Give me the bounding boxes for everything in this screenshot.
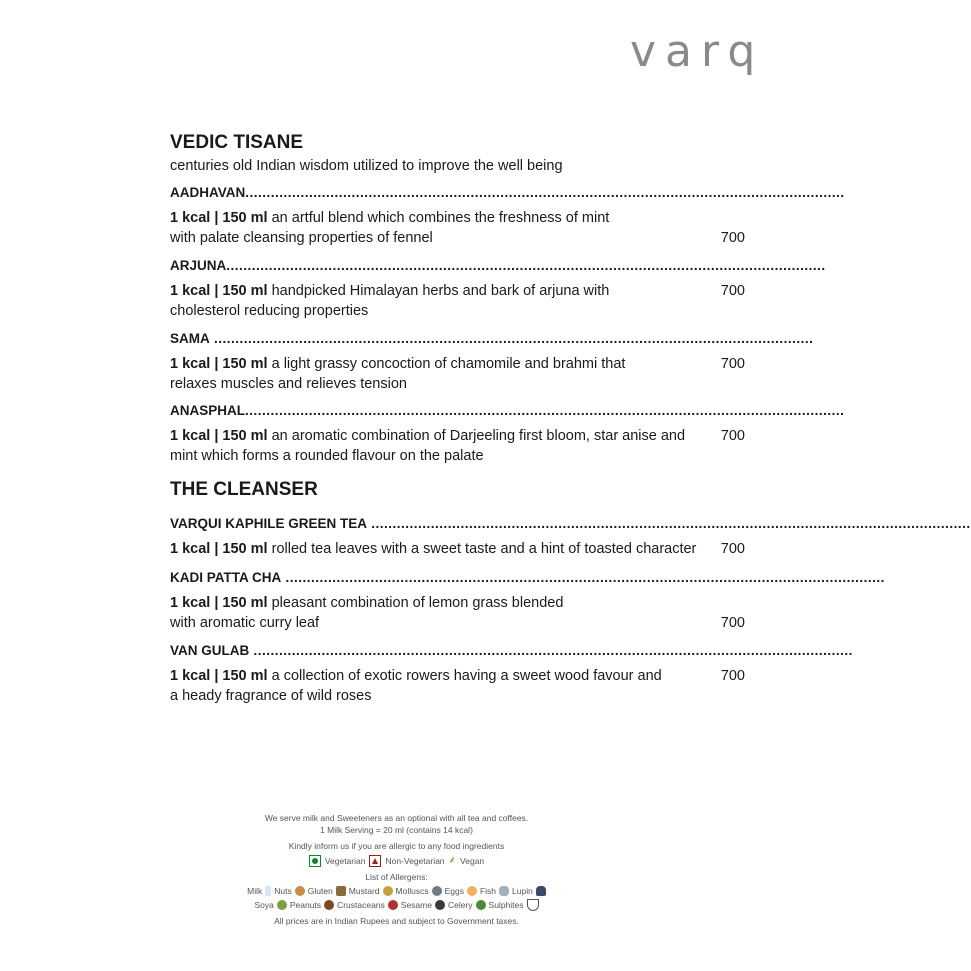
item-name: KADI PATTA CHA [170, 570, 282, 585]
item-name: SAMA [170, 331, 210, 346]
item-name: ARJUNA [170, 258, 227, 273]
allergen-label: Peanuts [289, 900, 322, 910]
item-price: 700 [720, 229, 745, 246]
item-description: handpicked Himalayan herbs and bark of arjuna with cholesterol reducing properties [170, 283, 610, 319]
allergen-label: Sesame [400, 900, 432, 910]
allergens-title: List of Allergens: [365, 872, 428, 882]
legend-nonveg-label: Non-Vegetarian [385, 856, 445, 866]
nuts-icon [295, 886, 305, 896]
vegetarian-icon [309, 855, 321, 867]
leader-dots: ............................................................................................................................................. [226, 258, 826, 273]
item-description: rolled tea leaves with a sweet taste and a hint of toasted character [271, 541, 697, 557]
lupin-icon [536, 886, 546, 896]
section-vedic-tisane [170, 132, 745, 175]
footer-allergy-note: Kindly inform us if you are allergic to any food ingredients [288, 841, 505, 851]
allergen-label: Lupin [512, 886, 533, 896]
leader-dots: ............................................................................................................................................. [249, 643, 853, 658]
eggs-icon [467, 886, 477, 896]
item-name: VAN GULAB [170, 643, 250, 658]
item-price: 700 [720, 541, 745, 557]
menu-item [170, 515, 971, 560]
allergen-label: Gluten [307, 886, 333, 896]
item-kcal: 1 kcal | 150 ml [170, 428, 268, 444]
menu-item [170, 330, 814, 394]
menu-item [170, 184, 845, 248]
item-kcal: 1 kcal | 150 ml [170, 541, 268, 557]
crustaceans-icon [388, 900, 398, 910]
allergen-label: Eggs [444, 886, 464, 896]
allergen-label: Fish [479, 886, 497, 896]
item-price: 700 [720, 614, 745, 631]
allergen-label: Celery [447, 900, 473, 910]
item-description: an artful blend which combines the freshness of mint with palate cleansing properties of fennel [170, 210, 610, 246]
milk-icon [265, 886, 271, 896]
menu-item [170, 569, 885, 633]
item-name: VARQUI KAPHILE GREEN TEA [170, 516, 368, 531]
sulphites-icon [527, 899, 539, 911]
item-kcal: 1 kcal | 150 ml [170, 210, 268, 226]
brand-logo: varq [630, 26, 765, 77]
footer-prices-note: All prices are in Indian Rupees and subject to Government taxes. [274, 916, 519, 926]
menu-item [170, 642, 853, 706]
legend-vegan-label: Vegan [460, 856, 485, 866]
footer-milk-note: We serve milk and Sweeteners as an optional with all tea and coffees. [264, 813, 529, 823]
allergen-label: Crustaceans [337, 900, 385, 910]
item-description: a collection of exotic rowers having a sweet wood favour and a heady fragrance of wild roses [170, 668, 662, 704]
celery-icon [476, 900, 486, 910]
footer-notes [0, 812, 793, 927]
allergen-label: Molluscs [395, 886, 429, 896]
leader-dots: ............................................................................................................................................. [367, 516, 971, 531]
allergen-label: Soya [254, 900, 274, 910]
item-kcal: 1 kcal | 150 ml [170, 356, 268, 372]
section-title: VEDIC TISANE [170, 132, 304, 153]
item-description: a light grassy concoction of chamomile and brahmi that relaxes muscles and relieves tension [170, 356, 626, 392]
allergen-row-1 [0, 885, 793, 897]
section-the-cleanser [170, 479, 745, 501]
allergen-label: Nuts [274, 886, 292, 896]
menu-item [170, 402, 845, 466]
fish-icon [499, 886, 509, 896]
item-price: 700 [720, 283, 745, 299]
sesame-icon [435, 900, 445, 910]
item-kcal: 1 kcal | 150 ml [170, 283, 268, 299]
item-price: 700 [720, 356, 745, 372]
peanuts-icon [324, 900, 334, 910]
item-description: an aromatic combination of Darjeeling first bloom, star anise and mint which forms a rounded flavour on the palate [170, 428, 686, 464]
allergen-label: Mustard [348, 886, 380, 896]
leader-dots: ............................................................................................................................................. [245, 403, 845, 418]
item-name: AADHAVAN [170, 185, 246, 200]
footer-milk-serving: 1 Milk Serving = 20 ml (contains 14 kcal) [320, 825, 473, 835]
leader-dots: ............................................................................................................................................. [281, 570, 885, 585]
legend-veg-label: Vegetarian [324, 856, 366, 866]
non-vegetarian-icon [369, 855, 381, 867]
gluten-icon [336, 886, 346, 896]
item-kcal: 1 kcal | 150 ml [170, 668, 268, 684]
allergen-label: Sulphites [488, 900, 524, 910]
menu-item [170, 257, 826, 321]
item-name: ANASPHAL [170, 403, 246, 418]
item-description: pleasant combination of lemon grass blended with aromatic curry leaf [170, 595, 564, 631]
item-price: 700 [720, 668, 745, 684]
diet-legend [0, 855, 793, 867]
vegan-icon: ⸙ [448, 855, 457, 866]
allergen-label: Milk [247, 886, 263, 896]
allergen-row-2 [0, 899, 793, 911]
molluscs-icon [432, 886, 442, 896]
item-price: 700 [720, 428, 745, 444]
soya-icon [277, 900, 287, 910]
section-title: THE CLEANSER [170, 479, 318, 500]
leader-dots: ............................................................................................................................................. [209, 331, 814, 346]
mustard-icon [383, 886, 393, 896]
section-subtitle: centuries old Indian wisdom utilized to improve the well being [170, 158, 563, 174]
item-kcal: 1 kcal | 150 ml [170, 595, 268, 611]
leader-dots: ............................................................................................................................................. [245, 185, 845, 200]
